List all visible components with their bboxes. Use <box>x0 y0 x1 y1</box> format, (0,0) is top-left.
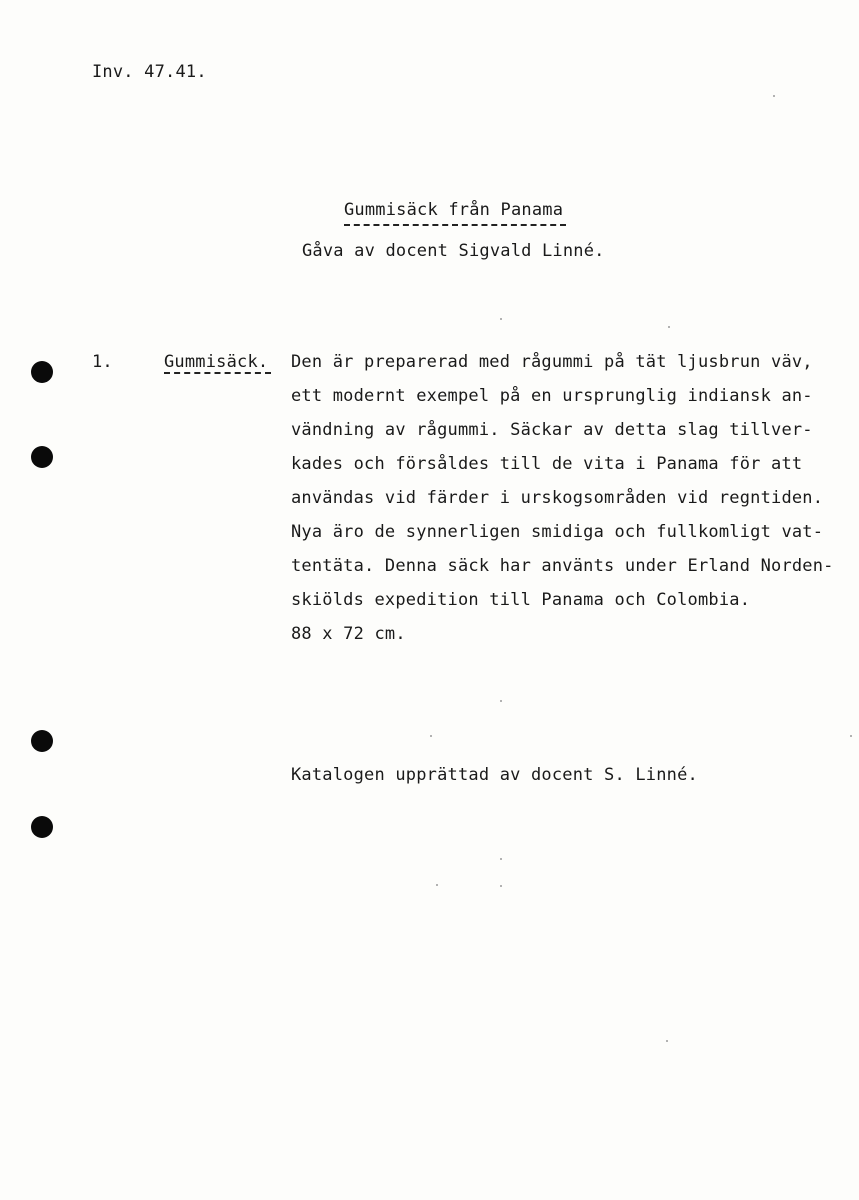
catalog-signature: Katalogen upprättad av docent S. Linné. <box>291 765 698 785</box>
punch-hole-1-icon <box>31 361 53 383</box>
description-line: skiölds expedition till Panama och Colombia. <box>291 590 751 610</box>
description-line: Nya äro de synnerligen smidiga och fullkomligt vat- <box>291 522 824 542</box>
punch-hole-4-icon <box>31 816 53 838</box>
entry-number: 1. <box>92 352 113 372</box>
punch-hole-3-icon <box>31 730 53 752</box>
dimensions: 88 x 72 cm. <box>291 624 406 644</box>
scan-speck <box>773 95 775 97</box>
punch-hole-2-icon <box>31 446 53 468</box>
page-title: Gummisäck från Panama <box>344 200 564 220</box>
scan-speck <box>850 735 852 737</box>
scan-speck <box>436 884 438 886</box>
title-underline <box>344 224 566 226</box>
item-name-underline <box>164 372 271 374</box>
page-subtitle: Gåva av docent Sigvald Linné. <box>302 241 605 261</box>
scan-speck <box>500 318 502 320</box>
scan-speck <box>500 858 502 860</box>
scan-speck <box>668 326 670 328</box>
description-line: Den är preparerad med rågummi på tät ljusbrun väv, <box>291 352 813 372</box>
description-line: vändning av rågummi. Säckar av detta slag tillver- <box>291 420 813 440</box>
scan-speck <box>500 885 502 887</box>
description-line: kades och försåldes till de vita i Panama för att <box>291 454 803 474</box>
description-line: användas vid färder i urskogsområden vid regntiden. <box>291 488 824 508</box>
scan-speck <box>500 700 502 702</box>
scan-speck <box>430 735 432 737</box>
entry-item-name: Gummisäck. <box>164 352 269 372</box>
scan-speck <box>666 1040 668 1042</box>
description-line: ett modernt exempel på en ursprunglig indiansk an- <box>291 386 813 406</box>
inventory-number: Inv. 47.41. <box>92 62 207 82</box>
description-line: tentäta. Denna säck har använts under Erland Norden- <box>291 556 834 576</box>
